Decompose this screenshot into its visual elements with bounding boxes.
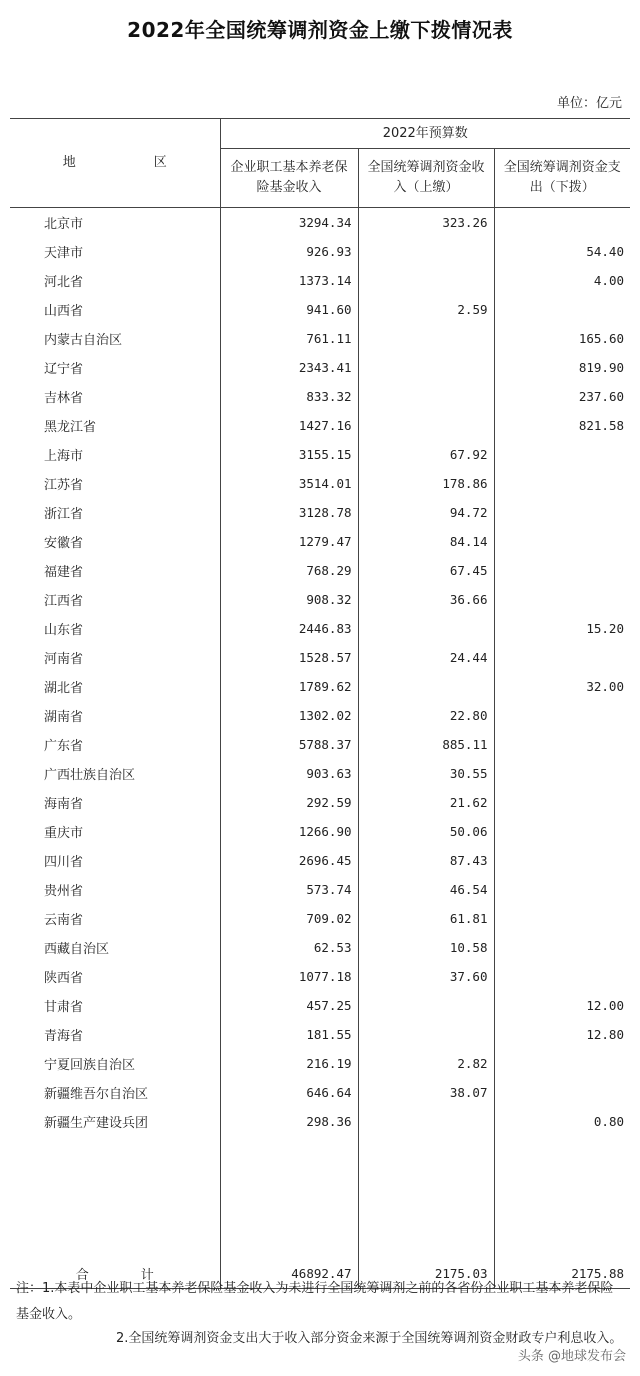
upload-cell: 37.60: [358, 962, 494, 991]
upload-cell: 323.26: [358, 208, 494, 238]
allocation-cell: 32.00: [494, 672, 630, 701]
income-cell: 833.32: [220, 382, 358, 411]
allocation-cell: [494, 469, 630, 498]
income-header: 企业职工基本养老保险基金收入: [220, 149, 358, 208]
region-cell: 青海省: [44, 1029, 84, 1044]
income-cell: 457.25: [220, 991, 358, 1020]
total-upload: 2175.03: [358, 1258, 494, 1289]
income-cell: 298.36: [220, 1107, 358, 1136]
table-row: [10, 1020, 630, 1049]
table-body: [10, 208, 630, 1289]
table-row: [10, 208, 630, 238]
income-cell: 3294.34: [220, 208, 358, 238]
income-cell: 768.29: [220, 556, 358, 585]
region-cell: 重庆市: [44, 826, 84, 841]
upload-cell: 36.66: [358, 585, 494, 614]
income-cell: 181.55: [220, 1020, 358, 1049]
region-cell: 贵州省: [44, 884, 84, 899]
upload-cell: 50.06: [358, 817, 494, 846]
upload-cell: [358, 382, 494, 411]
region-cell: 湖北省: [44, 681, 84, 696]
income-cell: 1373.14: [220, 266, 358, 295]
allocation-cell: [494, 730, 630, 759]
allocation-cell: 12.80: [494, 1020, 630, 1049]
table-row: [10, 846, 630, 875]
income-cell: 761.11: [220, 324, 358, 353]
income-cell: 941.60: [220, 295, 358, 324]
income-cell: 1266.90: [220, 817, 358, 846]
allocation-cell: [494, 759, 630, 788]
table-row: [10, 904, 630, 933]
spacer-cell: [494, 1136, 630, 1258]
region-cell: 甘肃省: [44, 1000, 84, 1015]
upload-cell: [358, 324, 494, 353]
income-cell: 573.74: [220, 875, 358, 904]
income-cell: 216.19: [220, 1049, 358, 1078]
allocation-cell: [494, 556, 630, 585]
region-cell: 上海市: [44, 449, 84, 464]
upload-cell: [358, 266, 494, 295]
income-cell: 62.53: [220, 933, 358, 962]
allocation-cell: [494, 498, 630, 527]
region-cell: 黑龙江省: [44, 420, 97, 435]
table-row: [10, 440, 630, 469]
table-header: [10, 119, 630, 208]
region-cell: 安徽省: [44, 536, 84, 551]
income-cell: 908.32: [220, 585, 358, 614]
region-cell: 福建省: [44, 565, 84, 580]
allocation-cell: 15.20: [494, 614, 630, 643]
upload-cell: 46.54: [358, 875, 494, 904]
region-cell: 浙江省: [44, 507, 84, 522]
region-cell: 吉林省: [44, 391, 84, 406]
table-row: [10, 759, 630, 788]
region-cell: 江西省: [44, 594, 84, 609]
table-row: [10, 498, 630, 527]
region-cell: 西藏自治区: [44, 942, 110, 957]
region-cell: 新疆维吾尔自治区: [44, 1087, 149, 1102]
upload-cell: [358, 237, 494, 266]
allocation-cell: [494, 527, 630, 556]
unit-label: 单位：亿元: [556, 96, 622, 111]
allocation-cell: 819.90: [494, 353, 630, 382]
allocation-cell: [494, 585, 630, 614]
table-row: [10, 1078, 630, 1107]
allocation-cell: [494, 1049, 630, 1078]
table-row: [10, 295, 630, 324]
allocation-cell: [494, 208, 630, 238]
allocation-cell: [494, 295, 630, 324]
region-cell: 辽宁省: [44, 362, 84, 377]
total-label: 合 计: [10, 1258, 220, 1289]
upload-cell: 67.45: [358, 556, 494, 585]
allocation-cell: 4.00: [494, 266, 630, 295]
table-row: [10, 585, 630, 614]
budget-group-header: 2022年预算数: [220, 119, 630, 149]
income-cell: 646.64: [220, 1078, 358, 1107]
region-cell: 天津市: [44, 246, 84, 261]
income-cell: 1279.47: [220, 527, 358, 556]
region-cell: 广西壮族自治区: [44, 768, 136, 783]
income-cell: 1302.02: [220, 701, 358, 730]
allocation-cell: [494, 962, 630, 991]
upload-cell: 24.44: [358, 643, 494, 672]
table-row: [10, 556, 630, 585]
income-cell: 2696.45: [220, 846, 358, 875]
region-cell: 河南省: [44, 652, 84, 667]
note-1: 注：1.本表中企业职工基本养老保险基金收入为未进行全国统筹调剂之前的各省份企业职工基本养老保险基金收入。: [16, 1281, 614, 1322]
region-cell: 河北省: [44, 275, 84, 290]
spacer-cell: [10, 1136, 220, 1258]
table-row: [10, 237, 630, 266]
upload-header: 全国统筹调剂资金收入（上缴）: [358, 149, 494, 208]
allocation-cell: 0.80: [494, 1107, 630, 1136]
region-cell: 江苏省: [44, 478, 84, 493]
table-row: [10, 411, 630, 440]
note-2-text: 2.全国统筹调剂资金支出大于收入部分资金来源于全国统筹调剂资金财政专户利息收入。: [116, 1331, 623, 1346]
table-row: [10, 614, 630, 643]
income-cell: 2343.41: [220, 353, 358, 382]
table-row: [10, 788, 630, 817]
table-row: [10, 1107, 630, 1136]
income-cell: 1427.16: [220, 411, 358, 440]
upload-cell: 84.14: [358, 527, 494, 556]
table-row: [10, 643, 630, 672]
region-cell: 湖南省: [44, 710, 84, 725]
upload-cell: 885.11: [358, 730, 494, 759]
income-cell: 1528.57: [220, 643, 358, 672]
income-cell: 926.93: [220, 237, 358, 266]
region-cell: 新疆生产建设兵团: [44, 1116, 149, 1131]
upload-cell: 21.62: [358, 788, 494, 817]
allocation-cell: 821.58: [494, 411, 630, 440]
table-row: [10, 962, 630, 991]
allocation-cell: [494, 875, 630, 904]
allocation-cell: 54.40: [494, 237, 630, 266]
region-cell: 山西省: [44, 304, 84, 319]
allocation-cell: [494, 904, 630, 933]
income-cell: 1789.62: [220, 672, 358, 701]
region-cell: 四川省: [44, 855, 84, 870]
upload-cell: 61.81: [358, 904, 494, 933]
upload-cell: 2.82: [358, 1049, 494, 1078]
table-row: [10, 527, 630, 556]
region-cell: 云南省: [44, 913, 84, 928]
upload-cell: [358, 411, 494, 440]
upload-cell: 30.55: [358, 759, 494, 788]
upload-cell: 38.07: [358, 1078, 494, 1107]
allocation-cell: 237.60: [494, 382, 630, 411]
allocation-cell: 12.00: [494, 991, 630, 1020]
table-row: [10, 730, 630, 759]
region-cell: 海南省: [44, 797, 84, 812]
table-row: [10, 324, 630, 353]
table-row: [10, 266, 630, 295]
spacer-cell: [220, 1136, 358, 1258]
income-cell: 3155.15: [220, 440, 358, 469]
income-cell: 3514.01: [220, 469, 358, 498]
total-income: 46892.47: [220, 1258, 358, 1289]
income-cell: 1077.18: [220, 962, 358, 991]
upload-cell: 22.80: [358, 701, 494, 730]
allocation-cell: [494, 846, 630, 875]
upload-cell: 67.92: [358, 440, 494, 469]
income-cell: 3128.78: [220, 498, 358, 527]
table-row: [10, 817, 630, 846]
allocation-cell: [494, 817, 630, 846]
income-cell: 5788.37: [220, 730, 358, 759]
income-cell: 709.02: [220, 904, 358, 933]
upload-cell: 94.72: [358, 498, 494, 527]
allocation-cell: [494, 1078, 630, 1107]
allocation-cell: 165.60: [494, 324, 630, 353]
allocation-cell: [494, 933, 630, 962]
table-row: [10, 1049, 630, 1078]
upload-cell: 178.86: [358, 469, 494, 498]
region-cell: 北京市: [44, 217, 84, 232]
region-cell: 广东省: [44, 739, 84, 754]
table-row: [10, 875, 630, 904]
allocation-cell: [494, 440, 630, 469]
table-row: [10, 933, 630, 962]
upload-cell: [358, 672, 494, 701]
table-row: [10, 353, 630, 382]
allocation-header: 全国统筹调剂资金支出（下拨）: [494, 149, 630, 208]
upload-cell: 87.43: [358, 846, 494, 875]
region-cell: 山东省: [44, 623, 84, 638]
upload-cell: [358, 1020, 494, 1049]
income-cell: 292.59: [220, 788, 358, 817]
region-header: 地 区: [10, 119, 220, 208]
upload-cell: [358, 353, 494, 382]
spacer-cell: [358, 1136, 494, 1258]
table-row: [10, 701, 630, 730]
table-row: [10, 469, 630, 498]
upload-cell: 2.59: [358, 295, 494, 324]
income-cell: 903.63: [220, 759, 358, 788]
watermark-text: 头条 @地球发布会: [517, 1349, 626, 1364]
region-cell: 宁夏回族自治区: [44, 1058, 136, 1073]
table-row: [10, 991, 630, 1020]
table-row: [10, 382, 630, 411]
region-cell: 陕西省: [44, 971, 84, 986]
allocation-cell: [494, 701, 630, 730]
page-title: 2022年全国统筹调剂资金上缴下拨情况表: [127, 18, 513, 42]
upload-cell: [358, 991, 494, 1020]
table-row: [10, 672, 630, 701]
table-spacer-row: [10, 1136, 630, 1258]
region-cell: 内蒙古自治区: [44, 333, 123, 348]
allocation-cell: [494, 788, 630, 817]
allocation-cell: [494, 643, 630, 672]
fund-table: [10, 118, 630, 1289]
upload-cell: [358, 614, 494, 643]
upload-cell: 10.58: [358, 933, 494, 962]
income-cell: 2446.83: [220, 614, 358, 643]
upload-cell: [358, 1107, 494, 1136]
total-allocation: 2175.88: [494, 1258, 630, 1289]
